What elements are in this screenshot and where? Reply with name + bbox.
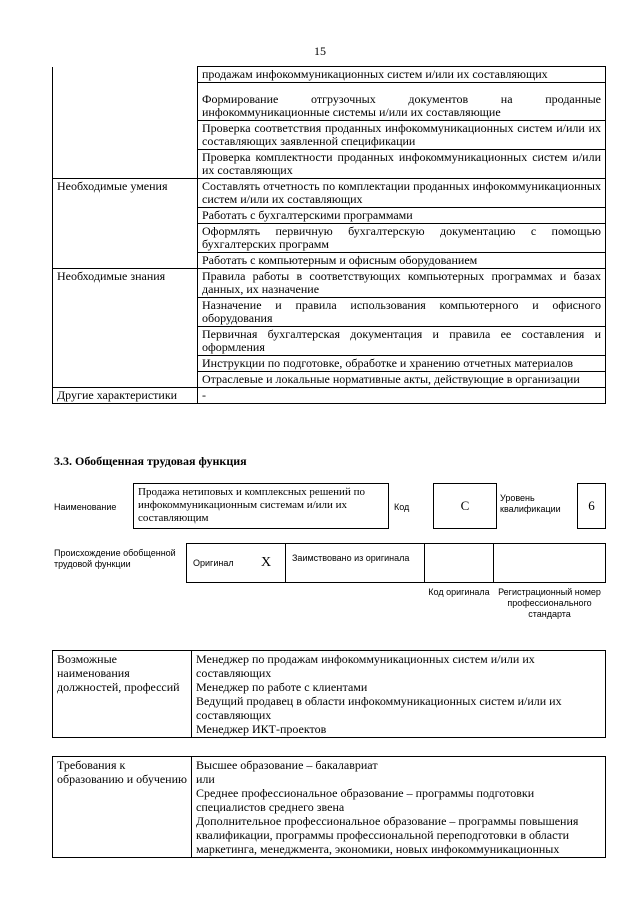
education-line: Среднее профессиональное образование – программы подготовки — [196, 786, 535, 800]
code-label: Код — [394, 502, 410, 512]
knowledge-row: Инструкции по подготовке, обработке и хранению отчетных материалов — [198, 356, 606, 372]
skill-row: Оформлять первичную бухгалтерскую документацию с помощью бухгалтерских программ — [198, 224, 606, 253]
position-line: составляющих — [196, 708, 272, 722]
positions-list — [192, 651, 606, 738]
table-row-text: Проверка соответствия проданных инфокоммуникационных систем и/или их составляющих заявленной спецификации — [198, 121, 606, 150]
borrowed-label: Заимствовано из оригинала — [292, 553, 410, 563]
level-label: Уровень квалификации — [500, 493, 561, 514]
education-line: маркетинга, менеджмента, экономики, новых инфокоммуникационных — [196, 842, 560, 856]
skill-row: Работать с компьютерным и офисным оборудованием — [198, 253, 606, 269]
name-value: Продажа нетиповых и комплексных решений по инфокоммуникационным системам и/или их составляющим — [133, 483, 389, 529]
education-list — [192, 757, 606, 858]
position-line: Менеджер ИКТ-проектов — [196, 722, 327, 736]
labor-actions-table — [52, 66, 606, 404]
level-value: 6 — [577, 483, 606, 529]
education-table — [52, 756, 606, 858]
reg-caption: Регистрационный номер профессионального стандарта — [498, 587, 601, 619]
knowledge-row: Отраслевые и локальные нормативные акты, действующие в организации — [198, 372, 606, 388]
education-line: или — [196, 772, 215, 786]
education-label: Требования к образованию и обучению — [53, 757, 192, 858]
reg-number-cell — [493, 543, 606, 583]
position-line: составляющих — [196, 666, 272, 680]
positions-table — [52, 650, 606, 738]
education-line: специалистов среднего звена — [196, 800, 345, 814]
skill-row: Составлять отчетность по комплектации проданных инфокоммуникационных систем и/или их составляющих — [198, 179, 606, 208]
skill-row: Работать с бухгалтерскими программами — [198, 208, 606, 224]
borrowed-cell — [285, 543, 425, 583]
education-line: Высшее образование – бакалавриат — [196, 758, 378, 772]
original-label: Оригинал — [193, 558, 234, 568]
original-cell — [186, 543, 286, 583]
knowledge-row: Правила работы в соответствующих компьютерных программах и базах данных, их назначение — [198, 269, 606, 298]
name-label: Наименование — [54, 502, 117, 512]
original-mark: X — [261, 555, 272, 570]
position-line: Менеджер по работе с клиентами — [196, 680, 368, 694]
position-line: Менеджер по продажам инфокоммуникационных систем и/или их — [196, 652, 535, 666]
knowledge-label: Необходимые знания — [53, 269, 198, 388]
table-row-text: Формирование отгрузочных документов на проданные инфокоммуникационные системы и/или их составляющие — [198, 83, 606, 121]
table-row-text: Проверка комплектности проданных инфокоммуникационных систем и/или их составляющих — [198, 150, 606, 179]
page-number: 15 — [314, 44, 326, 58]
table-row-text: продажам инфокоммуникационных систем и/или их составляющих — [198, 67, 606, 83]
knowledge-row: Назначение и правила использования компьютерного и офисного оборудования — [198, 298, 606, 327]
other-label: Другие характеристики — [53, 388, 198, 404]
skills-label: Необходимые умения — [53, 179, 198, 269]
original-code-cell — [424, 543, 494, 583]
positions-label: Возможные наименования должностей, профессий — [53, 651, 192, 738]
position-line: Ведущий продавец в области инфокоммуникационных систем и/или их — [196, 694, 562, 708]
other-value: - — [198, 388, 606, 404]
code-value: С — [433, 483, 497, 529]
table-label-cell — [53, 67, 198, 83]
section-title: 3.3. Обобщенная трудовая функция — [54, 454, 247, 468]
education-line: квалификации, программы профессиональной переподготовки в области — [196, 828, 570, 842]
education-line: Дополнительное профессиональное образование – программы повышения — [196, 814, 579, 828]
origin-label: Происхождение обобщенной трудовой функции — [54, 548, 176, 569]
code-caption: Код оригинала — [428, 587, 490, 597]
knowledge-row: Первичная бухгалтерская документация и правила ее составления и оформления — [198, 327, 606, 356]
